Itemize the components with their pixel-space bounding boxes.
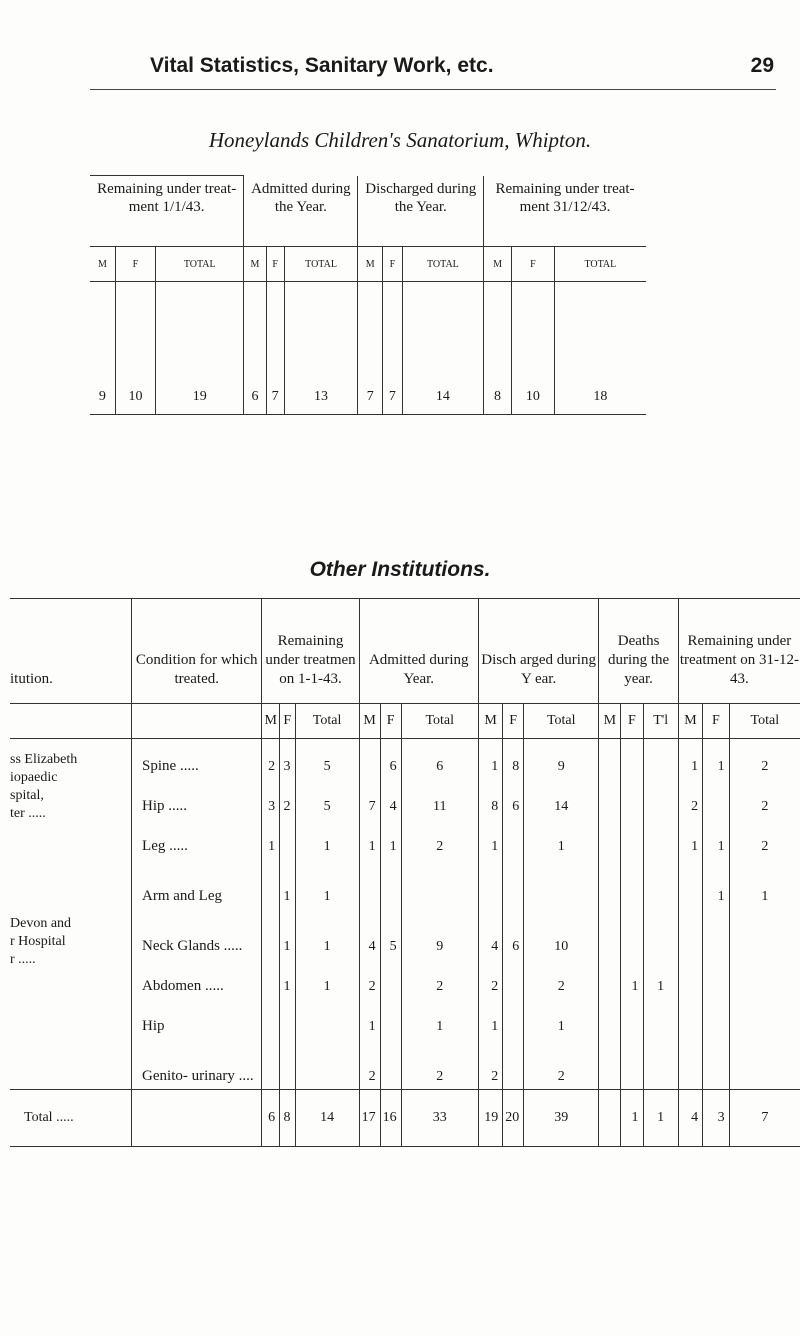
value-cell xyxy=(643,1039,678,1090)
subheader-m: M xyxy=(244,247,266,282)
value-cell: 1 xyxy=(703,859,730,909)
other-institutions-table xyxy=(10,598,800,1147)
value-cell: 4 xyxy=(478,909,502,959)
subheader-f: F xyxy=(266,247,284,282)
value-cell xyxy=(599,909,621,959)
value-cell xyxy=(262,1039,280,1090)
value-cell: 11 xyxy=(401,779,478,819)
blank-cell xyxy=(382,282,402,381)
value-cell xyxy=(599,819,621,859)
value-cell: 7 xyxy=(359,779,380,819)
subheader-total: TOTAL xyxy=(402,247,483,282)
value-cell xyxy=(503,1039,524,1090)
value-cell xyxy=(380,1039,401,1090)
value-cell xyxy=(262,859,280,909)
institution-name-line: ter ..... xyxy=(10,806,46,821)
condition-cell: Hip xyxy=(132,999,262,1039)
value-cell xyxy=(678,859,702,909)
total-cell: 14 xyxy=(402,380,483,415)
value-cell xyxy=(621,1039,643,1090)
value-cell xyxy=(359,859,380,909)
value-cell: 1 xyxy=(280,859,295,909)
condition-cell: Abdomen ..... xyxy=(132,959,262,999)
group-admitted: Admitted during the Year. xyxy=(244,176,358,247)
institution-name-line: spital, xyxy=(10,788,44,803)
total-cell: 7 xyxy=(358,380,383,415)
header-deaths: Deaths during the year. xyxy=(599,599,679,704)
value-cell: 3 xyxy=(280,739,295,780)
total-cell: 13 xyxy=(284,380,358,415)
value-cell: 2 xyxy=(524,1039,599,1090)
value-cell xyxy=(703,909,730,959)
total-label: Total ..... xyxy=(10,1090,132,1147)
value-cell xyxy=(678,999,702,1039)
value-cell: 1 xyxy=(729,859,800,909)
value-cell xyxy=(643,859,678,909)
other-institutions-title: Other Institutions. xyxy=(309,558,491,581)
value-cell: 6 xyxy=(380,739,401,780)
total-cell: 6 xyxy=(262,1090,280,1147)
value-cell xyxy=(703,959,730,999)
value-cell xyxy=(599,959,621,999)
value-cell xyxy=(643,909,678,959)
value-cell xyxy=(280,1039,295,1090)
table-row xyxy=(10,739,800,780)
blank-cell xyxy=(402,282,483,381)
subheader-m: M xyxy=(358,247,383,282)
value-cell: 1 xyxy=(295,819,359,859)
blank-cell xyxy=(484,282,512,381)
value-cell: 2 xyxy=(729,819,800,859)
value-cell: 1 xyxy=(280,959,295,999)
value-cell xyxy=(503,859,524,909)
honeylands-title: Honeylands Children's Sanatorium, Whipton. xyxy=(208,128,592,152)
value-cell xyxy=(729,959,800,999)
value-cell: 2 xyxy=(478,1039,502,1090)
value-cell: 2 xyxy=(729,739,800,780)
value-cell xyxy=(621,909,643,959)
blank-cell xyxy=(156,282,244,381)
value-cell: 1 xyxy=(621,959,643,999)
value-cell xyxy=(380,959,401,999)
page-number: 29 xyxy=(750,54,774,77)
value-cell xyxy=(643,739,678,780)
value-cell xyxy=(643,819,678,859)
value-cell xyxy=(678,959,702,999)
value-cell: 2 xyxy=(678,779,702,819)
value-cell: 1 xyxy=(295,859,359,909)
value-cell xyxy=(262,909,280,959)
total-cell: 1 xyxy=(621,1090,643,1147)
total-cell: 10 xyxy=(115,380,155,415)
value-cell: 2 xyxy=(729,779,800,819)
total-cell: 19 xyxy=(478,1090,502,1147)
condition-cell: Spine ..... xyxy=(132,739,262,780)
value-cell xyxy=(621,819,643,859)
subheader-total: Total xyxy=(295,704,359,739)
total-cell: 6 xyxy=(244,380,266,415)
value-cell: 1 xyxy=(359,999,380,1039)
institution-name-line: ss Elizabeth xyxy=(10,752,78,767)
institution-name-line: r ..... xyxy=(10,952,36,967)
header-admitted: Admitted during Year. xyxy=(359,599,478,704)
subheader-f: F xyxy=(503,704,524,739)
table-row xyxy=(10,859,800,909)
value-cell xyxy=(729,909,800,959)
value-cell: 1 xyxy=(478,999,502,1039)
value-cell: 5 xyxy=(380,909,401,959)
running-title: Vital Statistics, Sanitary Work, etc. xyxy=(150,54,494,77)
value-cell: 2 xyxy=(524,959,599,999)
subheader-f: F xyxy=(380,704,401,739)
subheader-f: F xyxy=(621,704,643,739)
value-cell: 6 xyxy=(503,779,524,819)
value-cell: 9 xyxy=(401,909,478,959)
institution-name-line: iopaedic xyxy=(10,770,58,785)
group-discharged: Discharged during the Year. xyxy=(358,176,484,247)
value-cell xyxy=(262,959,280,999)
total-cell: 20 xyxy=(503,1090,524,1147)
total-cell: 19 xyxy=(156,380,244,415)
total-cell: 39 xyxy=(524,1090,599,1147)
total-cell xyxy=(599,1090,621,1147)
value-cell: 2 xyxy=(401,1039,478,1090)
subheader-total: Total xyxy=(524,704,599,739)
total-cell: 7 xyxy=(266,380,284,415)
subheader-m: M xyxy=(359,704,380,739)
value-cell xyxy=(524,859,599,909)
value-cell: 14 xyxy=(524,779,599,819)
page-header xyxy=(0,52,800,92)
group-remaining-end: Remaining under treat- ment 31/12/43. xyxy=(484,176,647,247)
total-cell: 7 xyxy=(729,1090,800,1147)
value-cell xyxy=(643,999,678,1039)
subheader-blank xyxy=(132,704,262,739)
value-cell xyxy=(280,819,295,859)
total-cell: 8 xyxy=(484,380,512,415)
subheader-m: M xyxy=(599,704,621,739)
subheader-f: F xyxy=(280,704,295,739)
value-cell: 1 xyxy=(280,909,295,959)
value-cell xyxy=(703,779,730,819)
value-cell: 2 xyxy=(401,959,478,999)
value-cell: 2 xyxy=(478,959,502,999)
value-cell: 5 xyxy=(295,739,359,780)
value-cell xyxy=(380,859,401,909)
condition-cell: Neck Glands ..... xyxy=(132,909,262,959)
value-cell: 2 xyxy=(262,739,280,780)
total-cell: 10 xyxy=(512,380,555,415)
value-cell: 5 xyxy=(295,779,359,819)
value-cell: 2 xyxy=(280,779,295,819)
header-institution: itution. xyxy=(10,599,132,704)
institution-cell xyxy=(10,859,132,1090)
value-cell: 1 xyxy=(478,739,502,780)
subheader-f: F xyxy=(703,704,730,739)
value-cell xyxy=(295,999,359,1039)
subheader-tl: T'l xyxy=(643,704,678,739)
total-cell: 3 xyxy=(703,1090,730,1147)
value-cell xyxy=(729,1039,800,1090)
value-cell: 9 xyxy=(524,739,599,780)
value-cell xyxy=(703,1039,730,1090)
header-discharged: Disch arged during Y ear. xyxy=(478,599,598,704)
value-cell: 10 xyxy=(524,909,599,959)
value-cell: 1 xyxy=(524,819,599,859)
value-cell: 6 xyxy=(401,739,478,780)
blank-cell xyxy=(90,282,115,381)
blank-cell xyxy=(358,282,383,381)
value-cell: 8 xyxy=(503,739,524,780)
subheader-m: M xyxy=(478,704,502,739)
condition-cell: Hip ..... xyxy=(132,779,262,819)
value-cell xyxy=(703,999,730,1039)
value-cell xyxy=(503,819,524,859)
subheader-f: F xyxy=(382,247,402,282)
subheader-blank xyxy=(10,704,132,739)
subheader-f: F xyxy=(115,247,155,282)
total-cell: 16 xyxy=(380,1090,401,1147)
value-cell xyxy=(478,859,502,909)
value-cell: 4 xyxy=(359,909,380,959)
condition-cell: Leg ..... xyxy=(132,819,262,859)
group-remaining-start: Remaining under treat- ment 1/1/43. xyxy=(90,176,244,247)
total-blank xyxy=(132,1090,262,1147)
header-remaining-end: Remaining under treatment on 31-12-43. xyxy=(678,599,800,704)
value-cell: 1 xyxy=(643,959,678,999)
value-cell xyxy=(621,739,643,780)
subheader-total: Total xyxy=(401,704,478,739)
blank-cell xyxy=(115,282,155,381)
honeylands-table xyxy=(90,175,646,415)
condition-cell: Arm and Leg xyxy=(132,859,262,909)
value-cell xyxy=(401,859,478,909)
value-cell: 6 xyxy=(503,909,524,959)
value-cell: 2 xyxy=(359,1039,380,1090)
value-cell xyxy=(599,779,621,819)
value-cell: 1 xyxy=(678,739,702,780)
value-cell xyxy=(678,1039,702,1090)
value-cell: 3 xyxy=(262,779,280,819)
subheader-total: TOTAL xyxy=(554,247,646,282)
total-cell: 4 xyxy=(678,1090,702,1147)
value-cell: 2 xyxy=(401,819,478,859)
value-cell: 1 xyxy=(703,819,730,859)
total-cell: 1 xyxy=(643,1090,678,1147)
subheader-total: Total xyxy=(729,704,800,739)
institution-name-line: r Hospital xyxy=(10,934,66,949)
value-cell xyxy=(678,909,702,959)
subheader-total: TOTAL xyxy=(284,247,358,282)
value-cell xyxy=(599,1039,621,1090)
value-cell xyxy=(643,779,678,819)
value-cell xyxy=(359,739,380,780)
header-rule xyxy=(90,89,776,90)
value-cell xyxy=(503,999,524,1039)
subheader-f: F xyxy=(512,247,555,282)
value-cell xyxy=(295,1039,359,1090)
blank-cell xyxy=(512,282,555,381)
total-cell: 8 xyxy=(280,1090,295,1147)
value-cell xyxy=(503,959,524,999)
value-cell: 1 xyxy=(295,959,359,999)
subheader-m: M xyxy=(678,704,702,739)
value-cell xyxy=(621,779,643,819)
blank-cell xyxy=(554,282,646,381)
value-cell: 1 xyxy=(524,999,599,1039)
value-cell xyxy=(262,999,280,1039)
blank-cell xyxy=(266,282,284,381)
value-cell: 4 xyxy=(380,779,401,819)
value-cell: 1 xyxy=(703,739,730,780)
header-remaining-start: Remaining under treatmen on 1-1-43. xyxy=(262,599,359,704)
subheader-m: M xyxy=(484,247,512,282)
total-cell: 9 xyxy=(90,380,115,415)
total-cell: 18 xyxy=(554,380,646,415)
value-cell xyxy=(599,859,621,909)
value-cell: 1 xyxy=(380,819,401,859)
value-cell: 1 xyxy=(262,819,280,859)
value-cell: 1 xyxy=(295,909,359,959)
blank-cell xyxy=(284,282,358,381)
subheader-total: TOTAL xyxy=(156,247,244,282)
value-cell xyxy=(621,859,643,909)
value-cell: 1 xyxy=(678,819,702,859)
value-cell xyxy=(599,999,621,1039)
value-cell: 1 xyxy=(359,819,380,859)
condition-cell: Genito- urinary .... xyxy=(132,1039,262,1090)
value-cell xyxy=(280,999,295,1039)
total-cell: 17 xyxy=(359,1090,380,1147)
value-cell xyxy=(729,999,800,1039)
value-cell: 8 xyxy=(478,779,502,819)
value-cell: 1 xyxy=(478,819,502,859)
blank-cell xyxy=(244,282,266,381)
value-cell: 2 xyxy=(359,959,380,999)
total-cell: 33 xyxy=(401,1090,478,1147)
value-cell xyxy=(621,999,643,1039)
value-cell xyxy=(380,999,401,1039)
total-cell: 14 xyxy=(295,1090,359,1147)
header-condition: Condition for which treated. xyxy=(132,599,262,704)
total-cell: 7 xyxy=(382,380,402,415)
subheader-m: M xyxy=(90,247,115,282)
value-cell xyxy=(599,739,621,780)
institution-name-line: Devon and xyxy=(10,916,72,931)
subheader-m: M xyxy=(262,704,280,739)
institution-cell xyxy=(10,739,132,860)
value-cell: 1 xyxy=(401,999,478,1039)
